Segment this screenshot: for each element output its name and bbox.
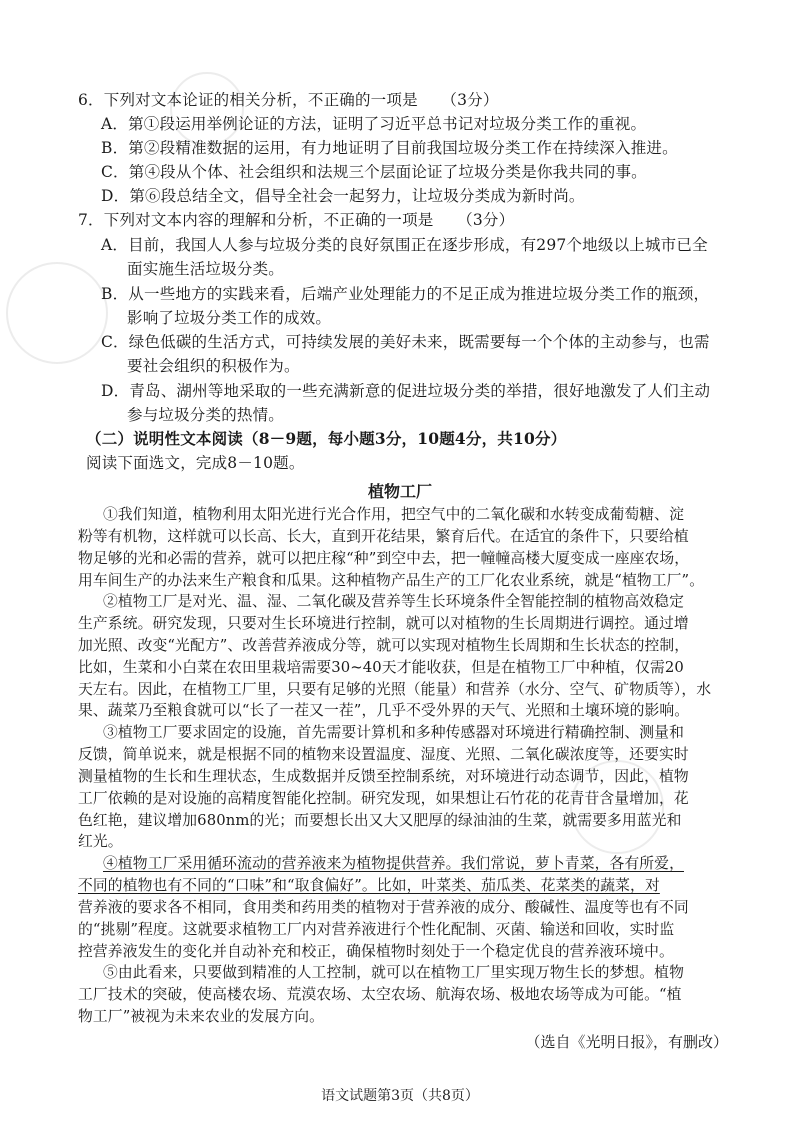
passage-title: 植物工厂 — [367, 482, 432, 501]
passage-line: ⑤由此看来，只要做到精准的人工控制，就可以在植物工厂里实现万物生长的梦想。植物 — [103, 964, 684, 982]
passage-line: 工厂依赖的是对设施的高精度智能化控制。研究发现，如果想让石竹花的花青苷含量增加，花 — [78, 789, 689, 807]
passage-line: 营养液的要求各不相同，食用类和药用类的植物对于营养液的成分、酸碱性、温度等也有不同 — [78, 898, 689, 916]
q6-option-a: A．第①段运用举例论证的方法，证明了习近平总书记对垃圾分类工作的重视。 — [101, 115, 647, 133]
q7-option-a-line2: 面实施生活垃圾分类。 — [127, 260, 285, 278]
q7-option-c-line2: 要社会组织的积极作为。 — [127, 357, 300, 375]
passage-line-underlined: ④植物工厂采用循环流动的营养液来为植物提供营养。我们常说，萝卜青菜，各有所爱， — [103, 855, 684, 873]
q6-option-c: C．第④段从个体、社会组织和法规三个层面论证了垃圾分类是你我共同的事。 — [101, 163, 647, 181]
passage-line: ①我们知道，植物利用太阳光进行光合作用，把空气中的二氧化碳和水转变成葡萄糖、淀 — [103, 506, 684, 523]
passage-line: 物工厂”被视为未来农业的发展方向。 — [78, 1008, 325, 1025]
q6-option-b: B．第②段精准数据的运用，有力地证明了目前我国垃圾分类工作在持续深入推进。 — [101, 139, 678, 157]
q7-stem: 7．下列对文本内容的理解和分析，不正确的一项是 （3分） — [78, 211, 515, 229]
passage-line: 比如，生菜和小白菜在农田里栽培需要30~40天才能收获，但是在植物工厂中种植，仅需20 — [78, 658, 684, 676]
q7-option-a-line1: A．目前，我国人人参与垃圾分类的良好氛围正在逐步形成，有297个地级以上城市已全 — [101, 236, 708, 254]
passage-line: ②植物工厂是对光、温、湿、二氧化碳及营养等生长环境条件全智能控制的植物高效稳定 — [103, 593, 684, 611]
passage-source: （选自《光明日报》，有删改） — [525, 1033, 728, 1051]
q6-stem: 6．下列对文本论证的相关分析，不正确的一项是 （3分） — [78, 91, 499, 109]
passage-line: 的“挑剔”程度。这就要求植物工厂内对营养液进行个性化配制、灭菌、输送和回收，实时监 — [78, 920, 675, 938]
passage-line: 工厂技术的突破，使高楼农场、荒漠农场、太空农场、航海农场、极地农场等成为可能。“植 — [78, 986, 682, 1004]
passage-line: 红光。 — [78, 833, 123, 851]
passage-line: 天左右。因此，在植物工厂里，只要有足够的光照（能量）和营养（水分、空气、矿物质等），水 — [78, 680, 712, 698]
passage-line: 用车间生产的办法来生产粮食和瓜果。这种植物产品生产的工厂化农业系统，就是“植物工厂”。 — [78, 571, 705, 589]
passage-line: 控营养液发生的变化并自动补充和校正，确保植物时刻处于一个稳定优良的营养液环境中。 — [78, 942, 674, 960]
q7-option-b-line1: B．从一些地方的实践来看，后端产业处理能力的不足正成为推进垃圾分类工作的瓶颈， — [101, 285, 710, 303]
passage-line-underlined: 不同的植物也有不同的“口味”和“取食偏好”。比如，叶菜类、茄瓜类、花菜类的蔬菜，对 — [78, 877, 660, 894]
section-instruction: 阅读下面选文，完成8－10题。 — [86, 454, 305, 472]
passage-line: 色红艳，建议增加680nm的光；而要想长出又大又肥厚的绿油油的生菜，就需要多用蓝光和 — [78, 811, 682, 829]
passage-line: ③植物工厂要求固定的设施，首先需要计算机和多种传感器对环境进行精确控制、测量和 — [103, 724, 684, 742]
q7-option-d-line1: D．青岛、湖州等地采取的一些充满新意的促进垃圾分类的举措，很好地激发了人们主动 — [101, 382, 711, 400]
q7-option-b-line2: 影响了垃圾分类工作的成效。 — [127, 309, 332, 327]
passage-line: 加光照、改变“光配方”、改善营养液成分等，就可以实现对植物生长周期和生长状态的控制， — [78, 637, 690, 654]
passage-line: 反馈，简单说来，就是根据不同的植物来设置温度、湿度、光照、二氧化碳浓度等，还要实时 — [78, 746, 689, 764]
passage-line: 果、蔬菜乃至粮食就可以“长了一茬又一茬”，几乎不受外界的天气、光照和土壤环境的影响。 — [78, 702, 690, 720]
q6-option-d: D．第⑥段总结全文，倡导全社会一起努力，让垃圾分类成为新时尚。 — [101, 187, 585, 205]
page-footer: 语文试题第3页（共8页） — [321, 1088, 479, 1104]
passage-line: 粉等有机物，这样就可以长高、长大，直到开花结果，繁育后代。在适宜的条件下，只要给植 — [78, 527, 689, 545]
watermark-seal-left — [6, 262, 108, 364]
q7-option-c-line1: C．绿色低碳的生活方式，可持续发展的美好未来，既需要每一个个体的主动参与，也需 — [101, 333, 710, 351]
passage-line: 物足够的光和必需的营养，就可以把庄稼“种”到空中去，把一幢幢高楼大厦变成一座座农场， — [78, 549, 690, 567]
passage-line: 生产系统。研究发现，只要对生长环境进行控制，就可以对植物的生长周期进行调控。通过增 — [78, 615, 689, 633]
passage-line: 测量植物的生长和生理状态，生成数据并反馈至控制系统，对环境进行动态调节，因此，植物 — [78, 767, 689, 785]
q7-option-d-line2: 参与垃圾分类的热情。 — [127, 406, 285, 424]
section-heading: （二）说明性文本阅读（8－9题，每小题3分，10题4分，共10分） — [86, 429, 567, 448]
